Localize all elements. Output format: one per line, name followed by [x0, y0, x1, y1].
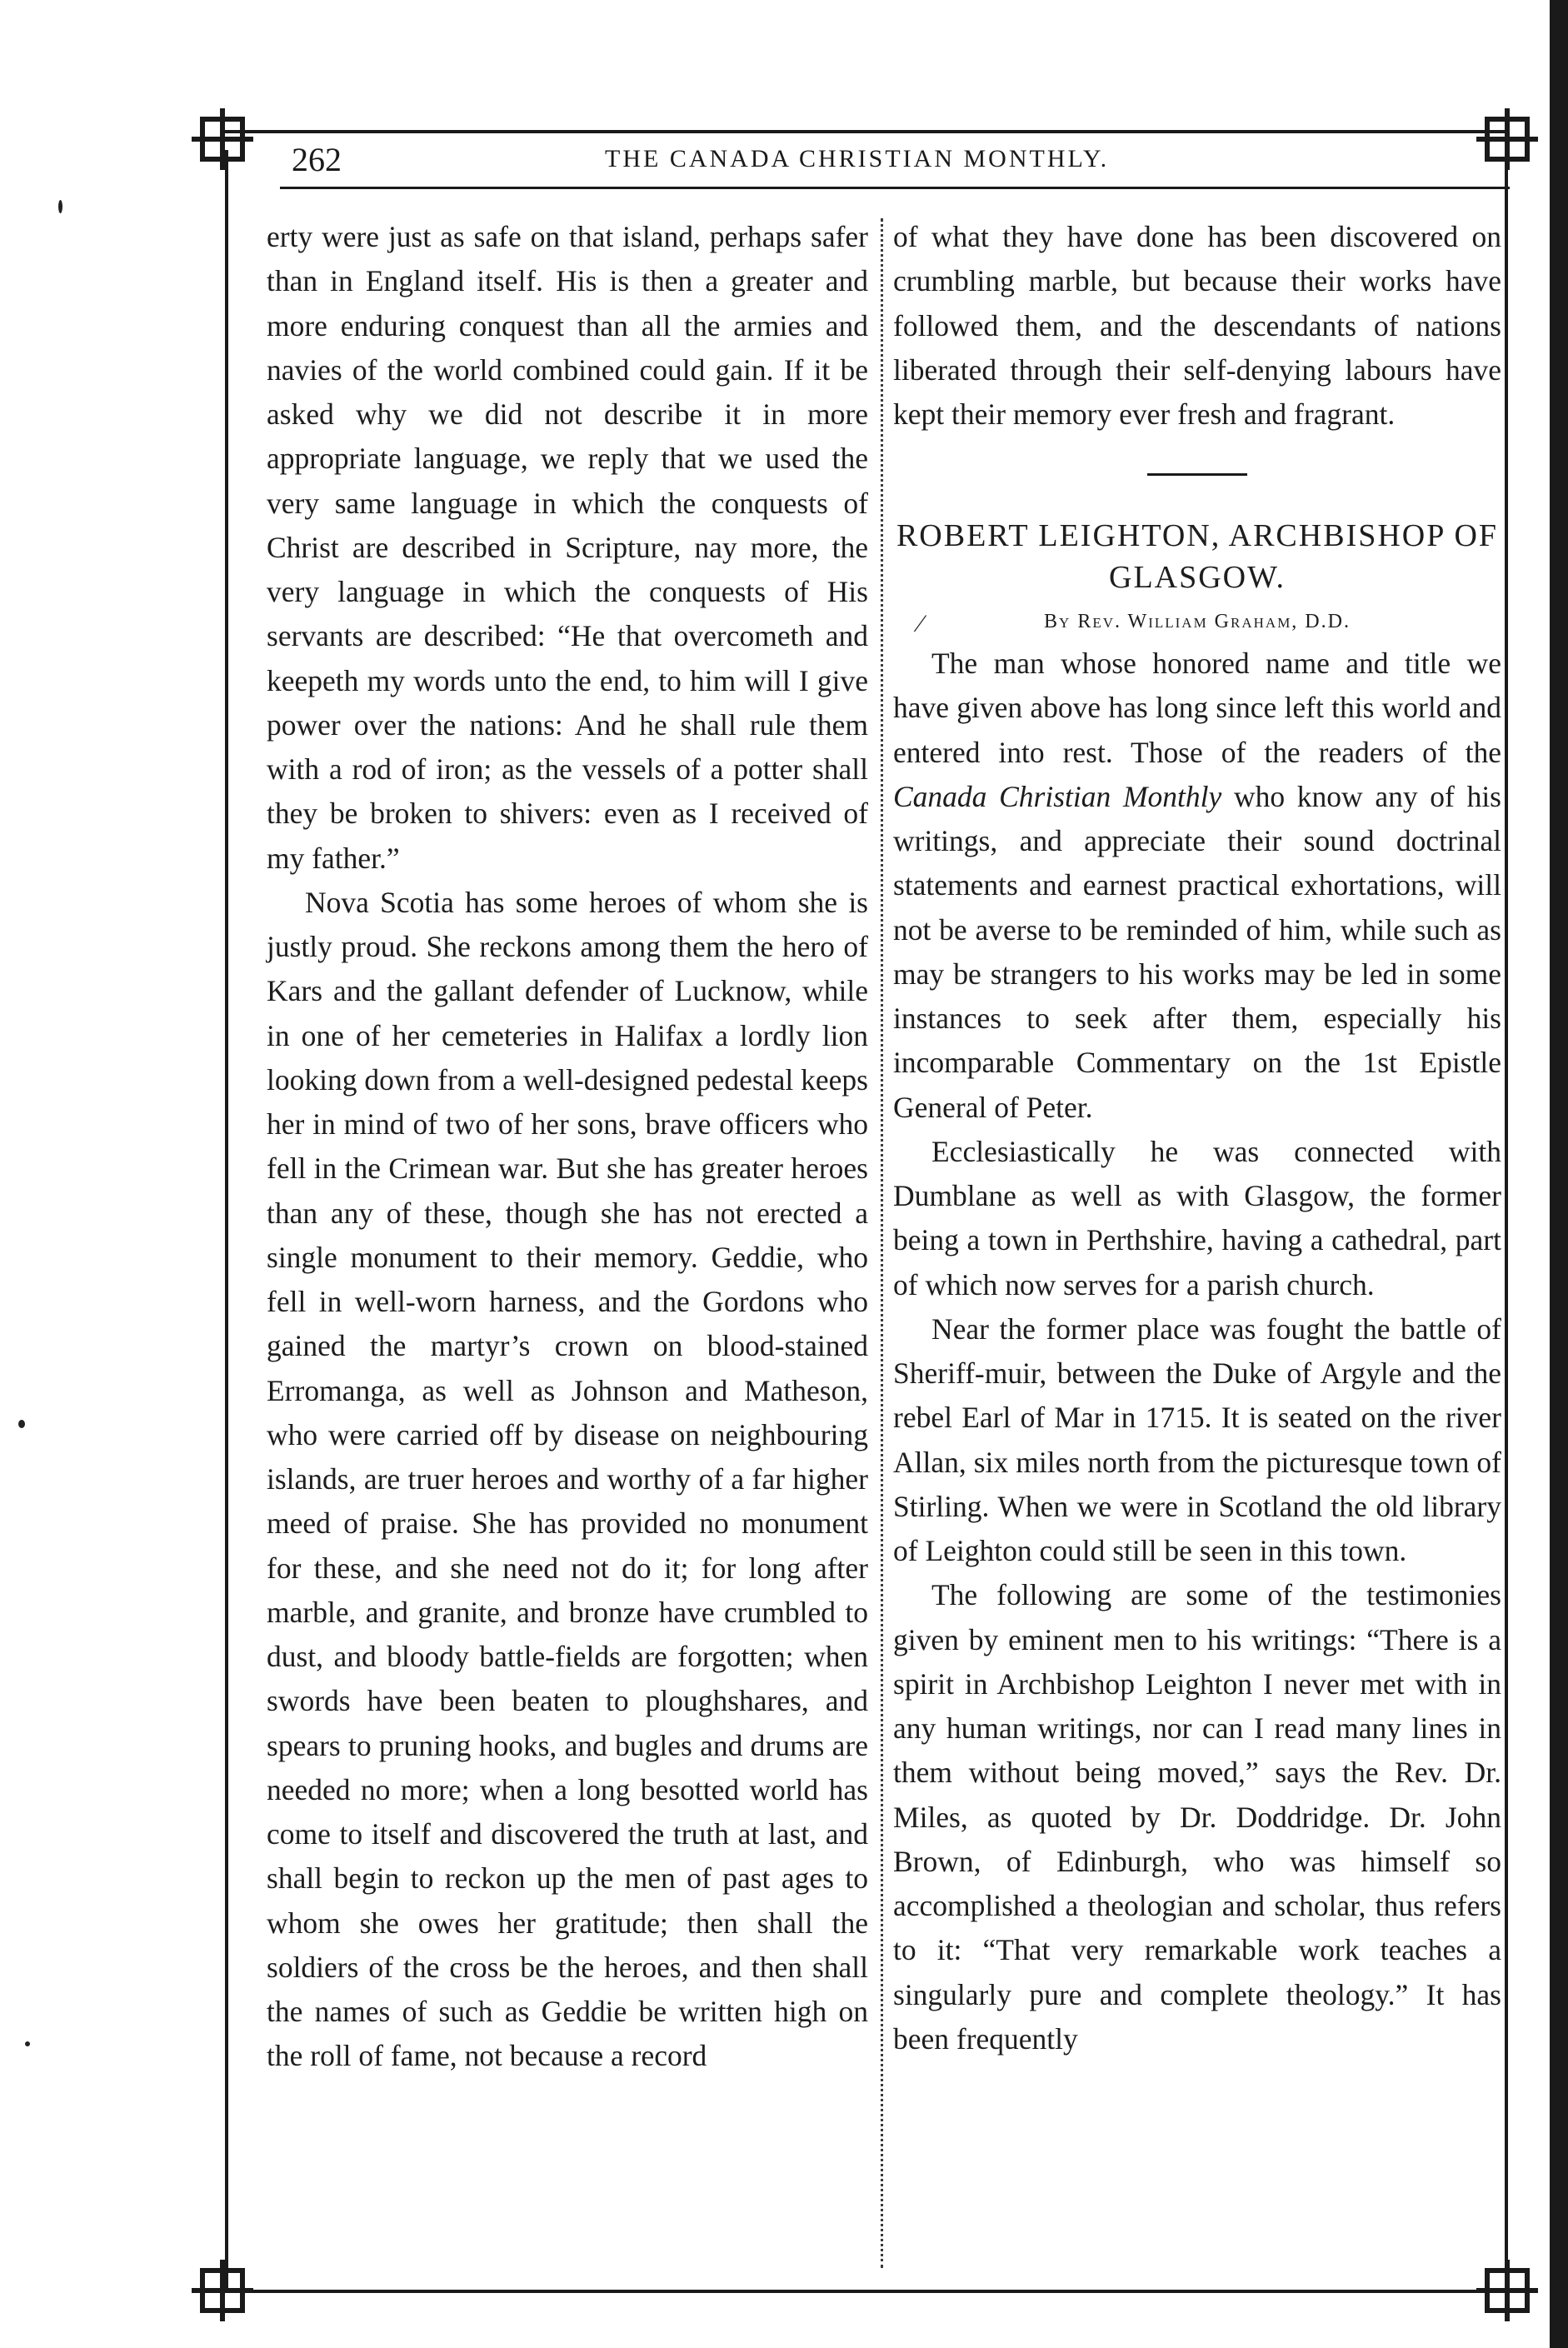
- paragraph: Near the former place was fought the battle of Sheriff-muir, between the Duke of Argyle and the rebel Earl of Mar in 1715. It is seated on the river Allan, six miles north from the picturesque town of Stirling. When we were in Scotland the old library of Leighton could still be seen in this town.: [893, 1311, 1501, 1568]
- paragraph: of what they have done has been discovered on crumbling marble, but because their works have followed them, and the descendants of nations liberated through their self-denying labours have kept their memory ever fresh and fragrant.: [893, 220, 1501, 431]
- column-divider: [881, 218, 883, 2268]
- corner-ornament-top-left: [200, 117, 245, 162]
- page-number: 262: [292, 141, 342, 178]
- scan-speck: [58, 200, 62, 213]
- binding-edge: [1550, 0, 1568, 2348]
- left-frame-rule: [225, 150, 228, 2290]
- paragraph-text: who know any of his writings, and appreciate their sound doctrinal statements and earnest practical exhortations, will not be averse to be reminded of him, while such as may be strangers to his works may be led in some instances to seek after them, especially his incomparable Commentary on the 1st Epistle General of Peter.: [893, 779, 1501, 1124]
- corner-ornament-bottom-right: [1485, 2268, 1530, 2313]
- journal-name-italic: Canada Christian Monthly: [893, 779, 1222, 813]
- article-separator: [1147, 473, 1247, 476]
- left-column: [267, 215, 868, 2079]
- byline: [893, 607, 1501, 637]
- scan-speck: [18, 1420, 25, 1428]
- right-frame-rule: [1505, 150, 1508, 2290]
- paragraph: The following are some of the testimonies given by eminent men to his writings: “There is a spirit in Archbishop Leighton I never met with in any human writings, nor can I read many lines in them without being moved,” says the Rev. Dr. Miles, as quoted by Dr. Doddridge. Dr. John Brown, of Edinburgh, who was himself so accomplished a theologian and scholar, thus refers to it: “That very remarkable work teaches a singularly pure and complete theology.” It has been frequently: [893, 1578, 1501, 2056]
- scan-speck: [25, 2041, 30, 2046]
- header-underline: [280, 187, 1510, 189]
- paragraph: [893, 642, 1501, 1130]
- running-head: [292, 140, 1525, 182]
- byline-text: By Rev. William Graham, D.D.: [1044, 611, 1351, 633]
- paragraph: erty were just as safe on that island, perhaps safer than in England itself. His is then a greater and more enduring conquest than all the armies and navies of the world combined could gain. If it be asked why we did not describe it in more appropriate language, we reply that we used the very same language in which the conquests of Christ are described in Scripture, nay more, the very language in which the conquests of His servants are described: “He that overcometh and keepeth my words unto the end, to him will I give power over the nations: And he shall rule them with a rod of iron; as the vessels of a potter shall they be broken to shivers: even as I received of my father.”: [267, 220, 868, 875]
- corner-ornament-bottom-left: [200, 2268, 245, 2313]
- paragraph: Ecclesiastically he was connected with Dumblane as well as with Glasgow, the former being a town in Perthshire, having a cathedral, part of which now serves for a parish church.: [893, 1134, 1501, 1301]
- pen-mark-icon: ⁄: [918, 610, 925, 638]
- header-rule: [223, 130, 1510, 133]
- article-title: ROBERT LEIGHTON, ARCHBISHOP OF GLASGOW.: [896, 518, 1499, 595]
- journal-title: THE CANADA CHRISTIAN MONTHLY.: [605, 145, 1110, 172]
- paragraph-text: The man whose honored name and title we have given above has long since left this world and entered into rest. Those of the readers of the: [893, 647, 1501, 769]
- footer-rule: [223, 2290, 1510, 2293]
- right-column: [893, 215, 1501, 2061]
- paragraph: Nova Scotia has some heroes of whom she is justly proud. She reckons among them the hero of Kars and the gallant defender of Lucknow, while in one of her cemeteries in Halifax a lordly lion looking down from a well-designed pedestal keeps her in mind of two of her sons, brave officers who fell in the Crimean war. But she has greater heroes than any of these, though she has not erected a single monument to their memory. Geddie, who fell in well-worn harness, and the Gordons who gained the martyr’s crown on blood-stained Erromanga, as well as Johnson and Matheson, who were carried off by disease on neighbouring islands, are truer heroes and worthy of a far higher meed of praise. She has provided no monument for these, and she need not do it; for long after marble, and granite, and bronze have crumbled to dust, and bloody battle-fields are forgotten; when swords have been beaten to ploughshares, and spears to pruning hooks, and bugles and drums are needed no more; when a long besotted world has come to itself and discovered the truth at last, and shall begin to reckon up the men of past ages to whom she owes her gratitude; then shall the soldiers of the cross be the heroes, and then shall the names of such as Geddie be written high on the roll of fame, not because a record: [267, 885, 868, 2073]
